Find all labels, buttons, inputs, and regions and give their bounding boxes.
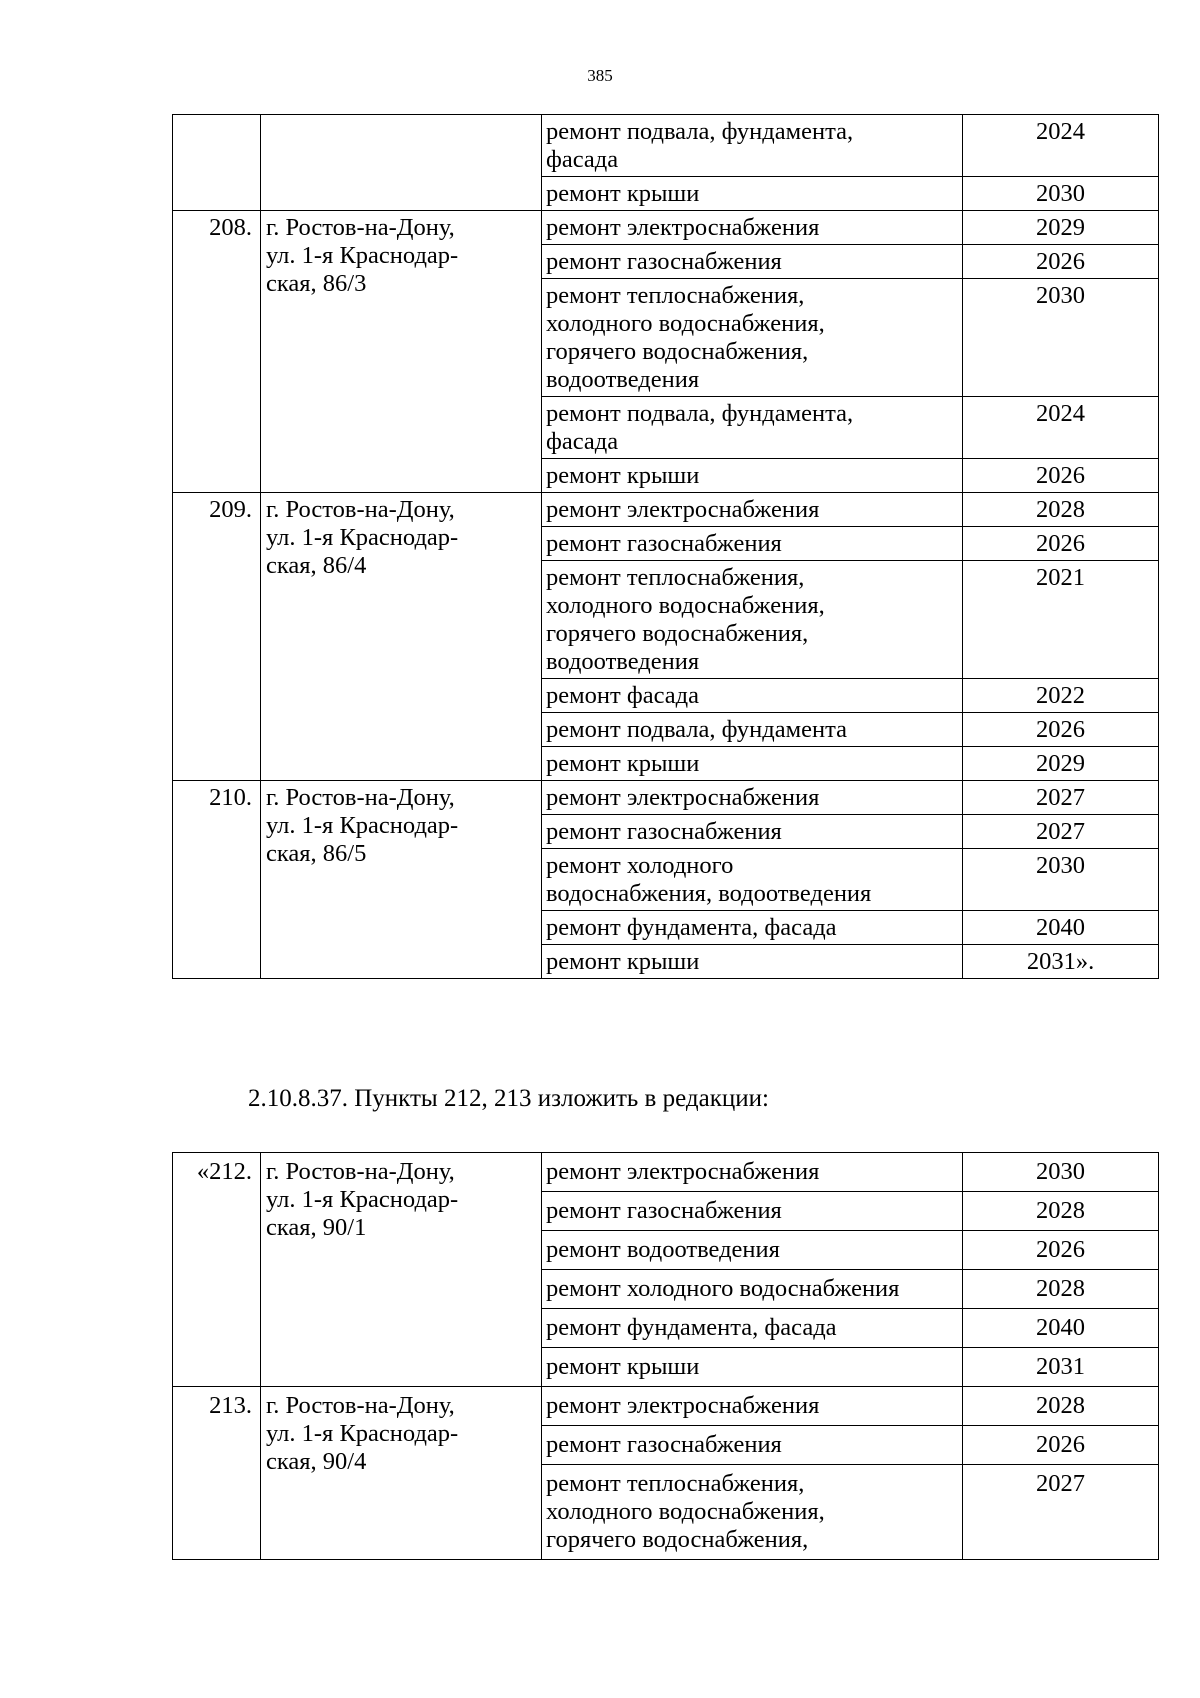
repair-work-type: ремонт водоотведения xyxy=(542,1231,963,1270)
item-number: 213. xyxy=(173,1387,261,1560)
repair-work-type: ремонт газоснабжения xyxy=(542,527,963,561)
repair-work-type: ремонт газоснабжения xyxy=(542,1192,963,1231)
repair-year: 2026 xyxy=(963,1231,1159,1270)
repair-work-type: ремонт электроснабжения xyxy=(542,1387,963,1426)
page-number: 385 xyxy=(587,66,613,85)
repair-schedule-table-new xyxy=(172,1152,1159,1560)
repair-work-type: ремонт теплоснабжения, холодного водоснабжения, горячего водоснабжения, водоотведения xyxy=(542,279,963,397)
repair-year: 2027 xyxy=(963,781,1159,815)
repair-year: 2024 xyxy=(963,115,1159,177)
repair-work-type: ремонт фундамента, фасада xyxy=(542,1309,963,1348)
repair-work-type: ремонт крыши xyxy=(542,459,963,493)
repair-year: 2040 xyxy=(963,911,1159,945)
repair-year: 2040 xyxy=(963,1309,1159,1348)
repair-work-type: ремонт электроснабжения xyxy=(542,493,963,527)
repair-work-type: ремонт подвала, фундамента, фасада xyxy=(542,397,963,459)
repair-year: 2026 xyxy=(963,527,1159,561)
repair-work-type: ремонт газоснабжения xyxy=(542,815,963,849)
building-address: г. Ростов-на-Дону, ул. 1-я Краснодар- ская, 90/4 xyxy=(266,1392,459,1475)
repair-year: 2026 xyxy=(963,713,1159,747)
table-row xyxy=(173,493,1159,527)
repair-year: 2031». xyxy=(963,945,1159,979)
building-address: г. Ростов-на-Дону, ул. 1-я Краснодар- ская, 86/3 xyxy=(266,214,459,297)
repair-year: 2031 xyxy=(963,1348,1159,1387)
repair-work-type: ремонт подвала, фундамента, фасада xyxy=(542,115,963,177)
repair-work-type: ремонт электроснабжения xyxy=(542,781,963,815)
amendment-paragraph: 2.10.8.37. Пункты 212, 213 изложить в редакции: xyxy=(248,1085,769,1112)
repair-year: 2028 xyxy=(963,1192,1159,1231)
repair-year: 2028 xyxy=(963,1270,1159,1309)
item-number xyxy=(173,115,261,211)
repair-schedule-table-continued xyxy=(172,114,1159,979)
repair-work-type: ремонт холодного водоснабжения, водоотведения xyxy=(542,849,963,911)
repair-work-type: ремонт газоснабжения xyxy=(542,245,963,279)
repair-year: 2029 xyxy=(963,211,1159,245)
item-number: 209. xyxy=(173,493,261,781)
item-number: 210. xyxy=(173,781,261,979)
repair-work-type: ремонт фундамента, фасада xyxy=(542,911,963,945)
repair-year: 2026 xyxy=(963,459,1159,493)
table-row xyxy=(173,115,1159,177)
repair-work-type: ремонт холодного водоснабжения xyxy=(542,1270,963,1309)
building-address: г. Ростов-на-Дону, ул. 1-я Краснодар- ская, 90/1 xyxy=(266,1158,459,1241)
table-row xyxy=(173,781,1159,815)
repair-work-type: ремонт подвала, фундамента xyxy=(542,713,963,747)
repair-work-type: ремонт электроснабжения xyxy=(542,1153,963,1192)
repair-year: 2026 xyxy=(963,245,1159,279)
repair-year: 2024 xyxy=(963,397,1159,459)
repair-work-type: ремонт фасада xyxy=(542,679,963,713)
repair-work-type: ремонт крыши xyxy=(542,747,963,781)
repair-work-type: ремонт крыши xyxy=(542,1348,963,1387)
repair-work-type: ремонт теплоснабжения, холодного водоснабжения, горячего водоснабжения, xyxy=(542,1465,963,1560)
repair-year: 2028 xyxy=(963,493,1159,527)
table-row xyxy=(173,211,1159,245)
repair-year: 2028 xyxy=(963,1387,1159,1426)
item-number: «212. xyxy=(173,1153,261,1387)
repair-work-type: ремонт крыши xyxy=(542,945,963,979)
repair-work-type: ремонт теплоснабжения, холодного водоснабжения, горячего водоснабжения, водоотведения xyxy=(542,561,963,679)
repair-work-type: ремонт электроснабжения xyxy=(542,211,963,245)
building-address: г. Ростов-на-Дону, ул. 1-я Краснодар- ская, 86/4 xyxy=(266,496,459,579)
repair-year: 2022 xyxy=(963,679,1159,713)
item-number: 208. xyxy=(173,211,261,493)
table-row xyxy=(173,1387,1159,1426)
repair-year: 2026 xyxy=(963,1426,1159,1465)
repair-year: 2027 xyxy=(963,815,1159,849)
repair-year: 2030 xyxy=(963,849,1159,911)
repair-year: 2030 xyxy=(963,177,1159,211)
repair-work-type: ремонт крыши xyxy=(542,177,963,211)
repair-year: 2030 xyxy=(963,1153,1159,1192)
building-address: г. Ростов-на-Дону, ул. 1-я Краснодар- ская, 86/5 xyxy=(266,784,459,867)
repair-year: 2021 xyxy=(963,561,1159,679)
repair-year: 2030 xyxy=(963,279,1159,397)
repair-work-type: ремонт газоснабжения xyxy=(542,1426,963,1465)
table-row xyxy=(173,1153,1159,1192)
repair-year: 2029 xyxy=(963,747,1159,781)
repair-year: 2027 xyxy=(963,1465,1159,1560)
